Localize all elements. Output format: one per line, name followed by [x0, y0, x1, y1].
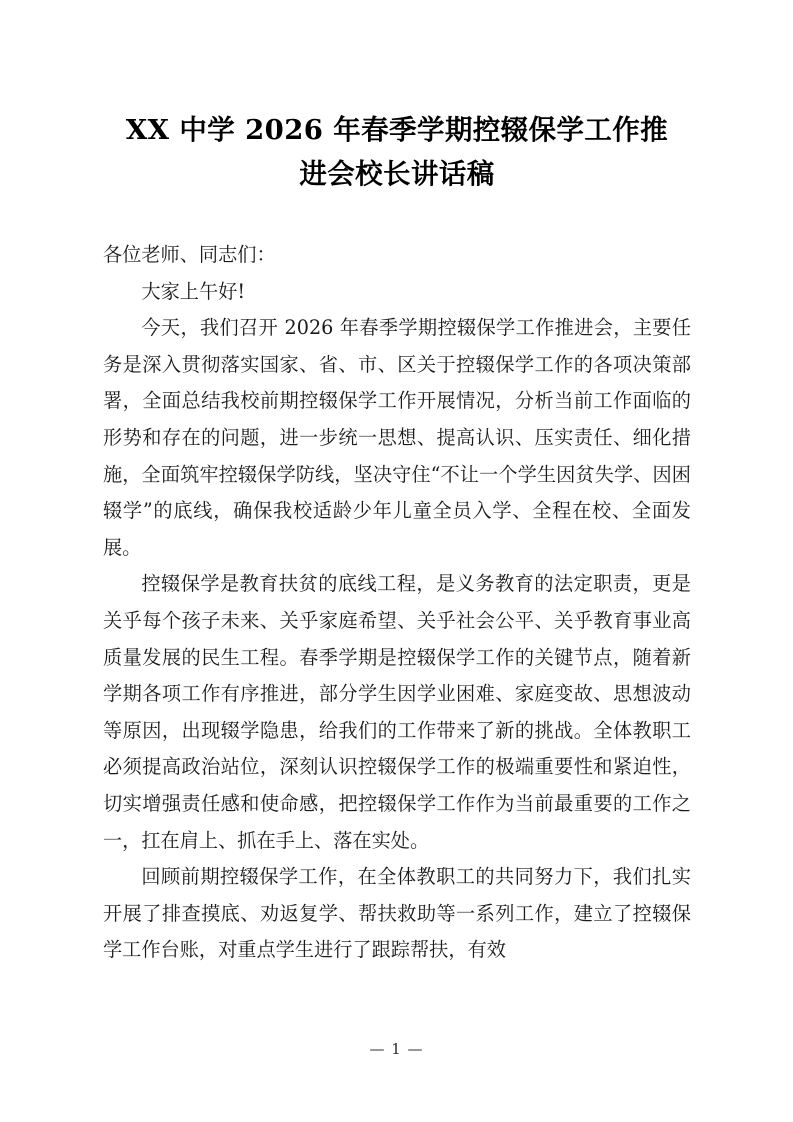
paragraph-body-1: 今天，我们召开 2026 年春季学期控辍保学工作推进会，主要任务是深入贯彻落实国家、省、市、区关于控辍保学工作的各项决策部署，全面总结我校前期控辍保学工作开展情况，分析当前工作面临的形势和存在的问题，进一步统一思想、提高认识、压实责任、细化措施，全面筑牢控辍保学防线，坚决守住“不让一个学生因贫失学、因困辍学”的底线，确保我校适龄少年儿童全员入学、全程在校、全面发展。	[103, 316, 691, 559]
paragraph-salutation: 各位老师、同志们：	[103, 243, 276, 266]
paragraph-body-3: 回顾前期控辍保学工作，在全体教职工的共同努力下，我们扎实开展了排查摸底、劝返复学、帮扶救助等一系列工作，建立了控辍保学工作台账，对重点学生进行了跟踪帮扶，有效	[103, 865, 691, 962]
paragraph-greeting: 大家上午好!	[141, 279, 246, 303]
document-body	[103, 237, 691, 969]
page-number-footer: — 1 —	[369, 1040, 424, 1058]
paragraph-body-2: 控辍保学是教育扶贫的底线工程，是义务教育的法定职责，更是关乎每个孩子未来、关乎家庭希望、关乎社会公平、关乎教育事业高质量发展的民生工程。春季学期是控辍保学工作的关键节点，随着新学期各项工作有序推进，部分学生因学业困难、家庭变故、思想波动等原因，出现辍学隐患，给我们的工作带来了新的挑战。全体教职工必须提高政治站位，深刻认识控辍保学工作的极端重要性和紧迫性，切实增强责任感和使命感，把控辍保学工作作为当前最重要的工作之一，扛在肩上、抓在手上、落在实处。	[103, 572, 691, 852]
document-title-line-1: XX 中学 2026 年春季学期控辍保学工作推	[125, 114, 669, 146]
document-title	[103, 108, 691, 196]
document-title-line-2: 进会校长讲话稿	[299, 158, 495, 190]
